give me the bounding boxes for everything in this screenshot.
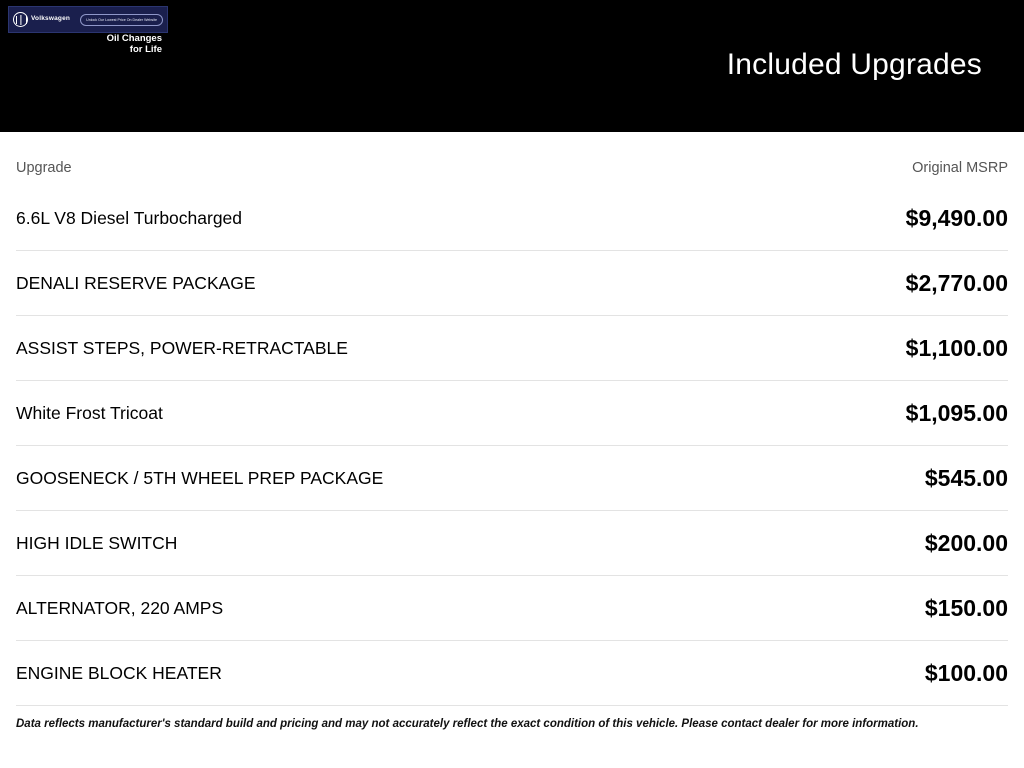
upgrade-price: $1,100.00 (905, 334, 1008, 361)
dealer-ad-banner[interactable] (8, 6, 168, 33)
column-header-msrp: Original MSRP (912, 160, 1008, 176)
ad-subheadline (8, 34, 168, 56)
upgrade-price: $9,490.00 (905, 204, 1008, 231)
disclaimer-text: Data reflects manufacturer's standard build and pricing and may not accurately reflect the exact condition of this vehicle. Please contact dealer for more information. (16, 718, 919, 730)
upgrade-price: $100.00 (924, 659, 1008, 686)
upgrade-price: $200.00 (924, 529, 1008, 556)
upgrade-name: DENALI RESERVE PACKAGE (16, 272, 256, 293)
page-title: Included Upgrades (726, 48, 982, 81)
ad-subheadline-line2: for Life (129, 43, 162, 55)
table-row (16, 316, 1008, 381)
table-row (16, 511, 1008, 576)
table-row (16, 381, 1008, 446)
upgrade-name: HIGH IDLE SWITCH (16, 532, 178, 553)
ad-subheadline-line1: Oil Changes (106, 33, 162, 44)
upgrade-name: ENGINE BLOCK HEATER (16, 662, 222, 683)
column-header-upgrade: Upgrade (16, 160, 72, 176)
table-header-row (16, 132, 1008, 180)
table-body (16, 186, 1008, 706)
ad-cta-button[interactable]: Unlock Our Lowest Price On Dealer Website (80, 14, 163, 26)
table-row (16, 576, 1008, 641)
table-row (16, 251, 1008, 316)
upgrade-name: ASSIST STEPS, POWER-RETRACTABLE (16, 337, 348, 358)
table-row (16, 446, 1008, 511)
upgrade-price: $150.00 (924, 594, 1008, 621)
ad-brand-name: Volkswagen (31, 15, 71, 23)
upgrades-table (0, 132, 1024, 706)
upgrade-name: ALTERNATOR, 220 AMPS (16, 597, 224, 618)
upgrade-price: $545.00 (924, 464, 1008, 491)
upgrade-name: 6.6L V8 Diesel Turbocharged (16, 207, 243, 228)
volkswagen-logo-icon (13, 12, 28, 27)
upgrade-price: $2,770.00 (905, 269, 1008, 296)
upgrade-name: GOOSENECK / 5TH WHEEL PREP PACKAGE (16, 467, 384, 488)
table-row (16, 641, 1008, 706)
upgrade-name: White Frost Tricoat (16, 402, 163, 423)
table-row (16, 186, 1008, 251)
page-header (0, 0, 1024, 132)
upgrade-price: $1,095.00 (905, 399, 1008, 426)
